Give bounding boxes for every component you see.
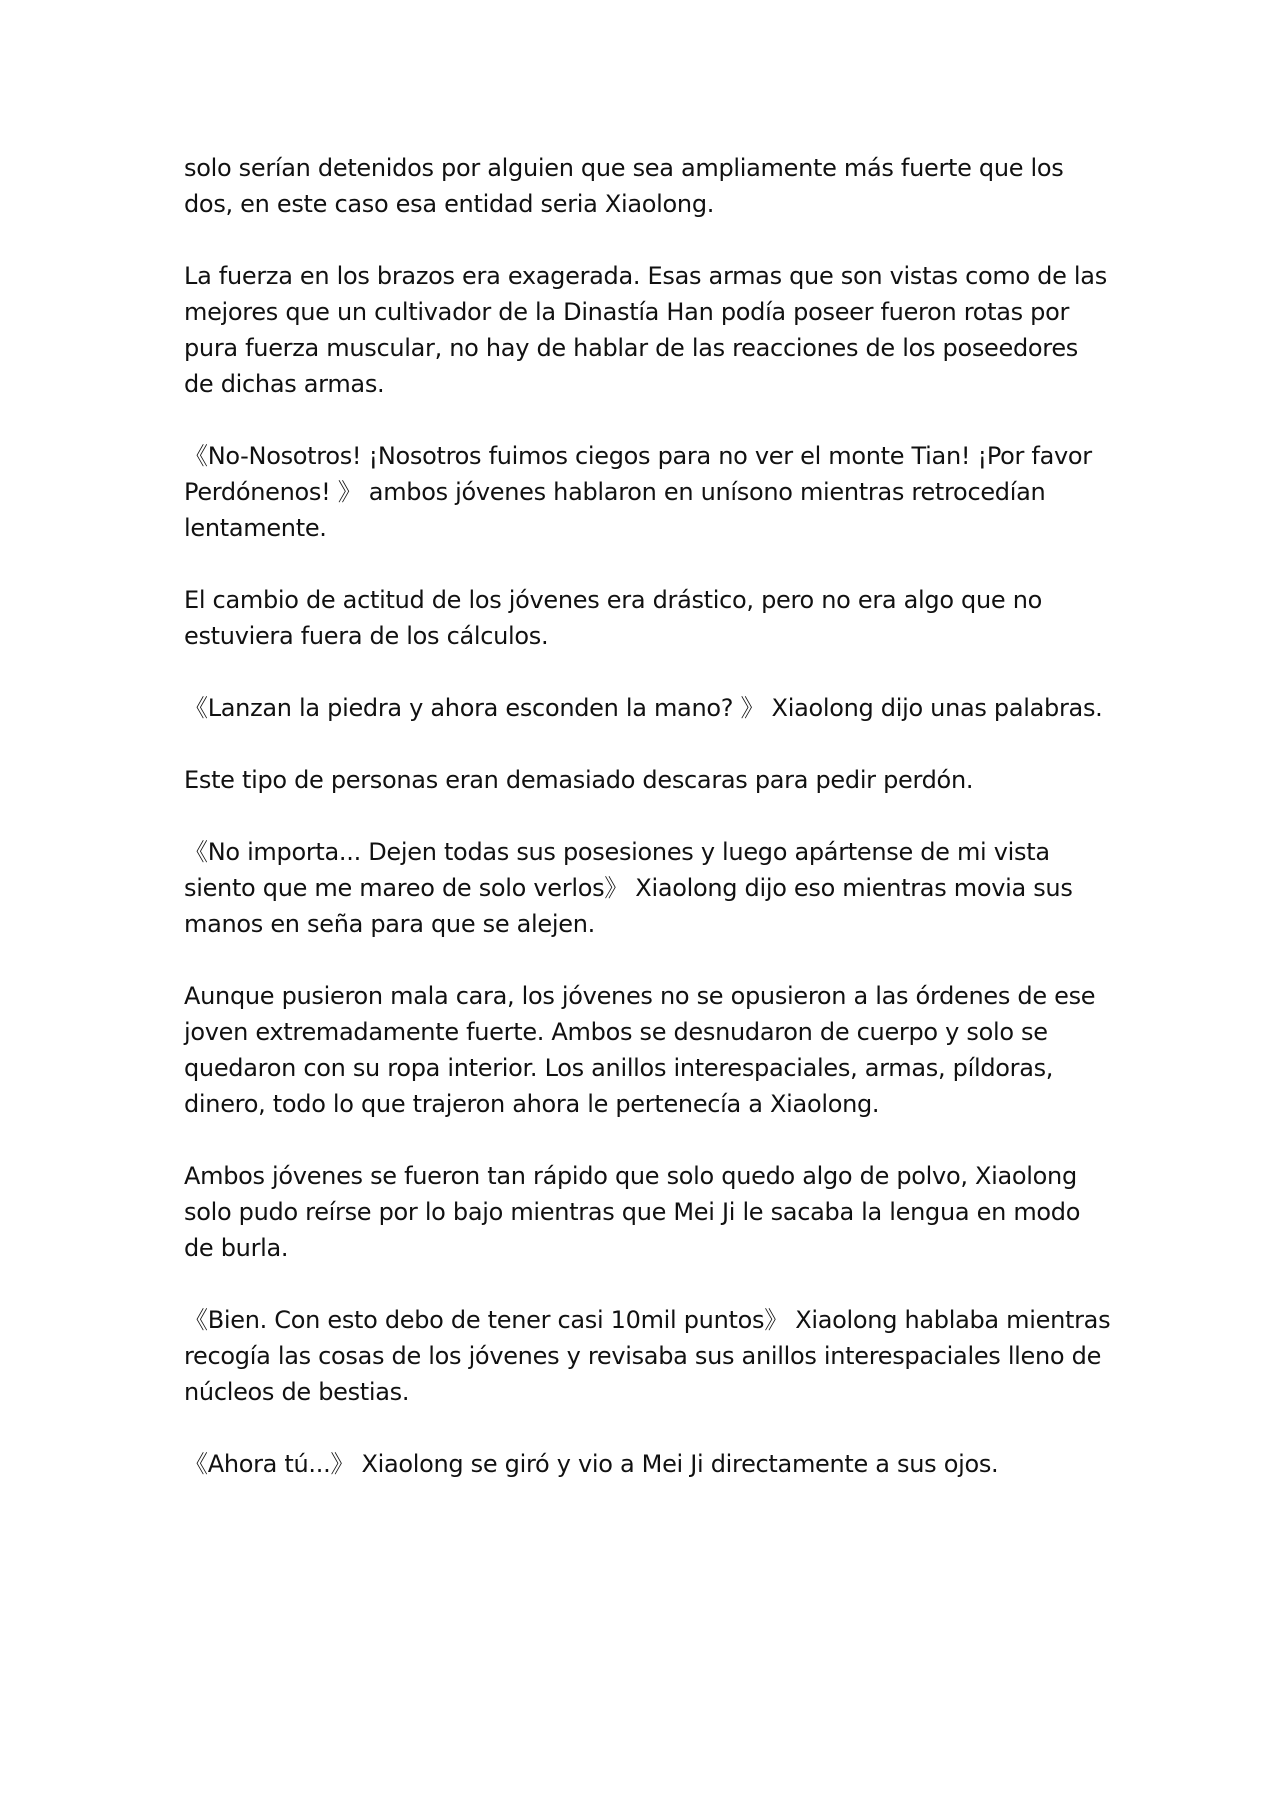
paragraph-4: El cambio de actitud de los jóvenes era drástico, pero no era algo que no estuviera fuera de los cálculos. — [184, 586, 1042, 650]
paragraph-10: 《Bien. Con esto debo de tener casi 10mil puntos》 Xiaolong hablaba mientras recogía las cosas de los jóvenes y revisaba sus anillos interespaciales lleno de núcleos de bestias. — [184, 1306, 1111, 1406]
paragraph-8: Aunque pusieron mala cara, los jóvenes no se opusieron a las órdenes de ese joven extremadamente fuerte. Ambos se desnudaron de cuerpo y solo se quedaron con su ropa interior. Los anillos interespaciales, armas, píldoras, dinero, todo lo que trajeron ahora le pertenecía a Xiaolong. — [184, 982, 1096, 1118]
paragraph-11: 《Ahora tú...》 Xiaolong se giró y vio a Mei Ji directamente a sus ojos. — [184, 1450, 999, 1478]
paragraph-1: solo serían detenidos por alguien que sea ampliamente más fuerte que los dos, en este caso esa entidad seria Xiaolong. — [184, 154, 1064, 218]
document-body — [184, 150, 1114, 1518]
paragraph-2: La fuerza en los brazos era exagerada. Esas armas que son vistas como de las mejores que un cultivador de la Dinastía Han podía poseer fueron rotas por pura fuerza muscular, no hay de hablar de las reacciones de los poseedores de dichas armas. — [184, 262, 1107, 398]
paragraph-9: Ambos jóvenes se fueron tan rápido que solo quedo algo de polvo, Xiaolong solo pudo reírse por lo bajo mientras que Mei Ji le sacaba la lengua en modo de burla. — [184, 1162, 1081, 1262]
paragraph-7: 《No importa... Dejen todas sus posesiones y luego apártense de mi vista siento que me mareo de solo verlos》 Xiaolong dijo eso mientras movia sus manos en seña para que se alejen. — [184, 838, 1073, 938]
paragraph-3: 《No-Nosotros! ¡Nosotros fuimos ciegos para no ver el monte Tian! ¡Por favor Perdónenos! 》 ambos jóvenes hablaron en unísono mientras retrocedían lentamente. — [184, 442, 1092, 542]
paragraph-6: Este tipo de personas eran demasiado descaras para pedir perdón. — [184, 766, 974, 794]
paragraph-5: 《Lanzan la piedra y ahora esconden la mano? 》 Xiaolong dijo unas palabras. — [184, 694, 1103, 722]
